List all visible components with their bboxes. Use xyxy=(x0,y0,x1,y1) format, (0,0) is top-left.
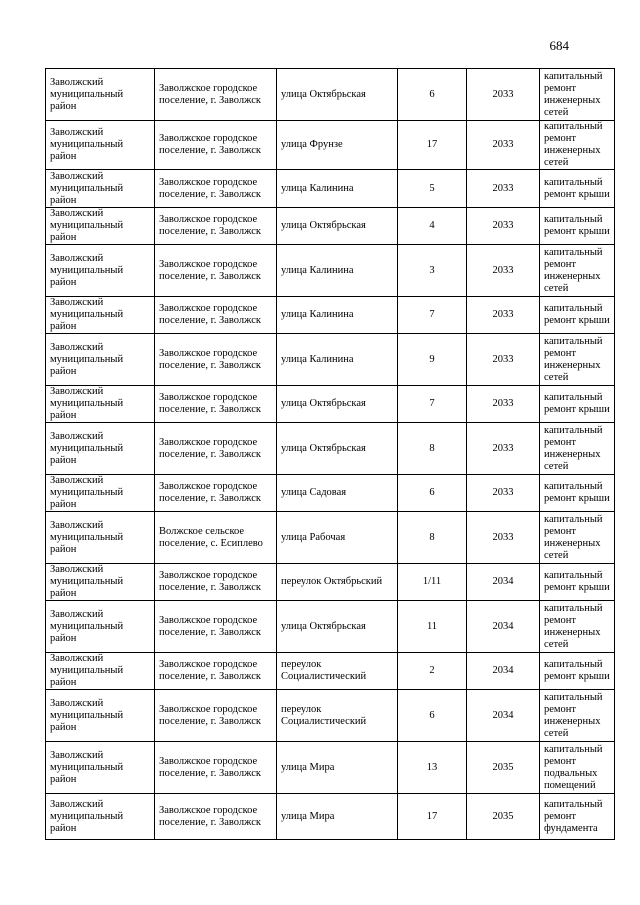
settlement-cell: Заволжское городское поселение, г. Заволжск xyxy=(155,386,277,423)
work-type-cell: капитальный ремонт инженерных сетей xyxy=(540,121,615,170)
house-number-cell: 3 xyxy=(398,245,467,297)
year-cell: 2035 xyxy=(467,742,540,794)
district-cell: Заволжский муниципальный район xyxy=(46,690,155,742)
house-number-cell: 13 xyxy=(398,742,467,794)
house-number-cell: 8 xyxy=(398,512,467,564)
settlement-cell: Волжское сельское поселение, с. Есиплево xyxy=(155,512,277,564)
year-cell: 2033 xyxy=(467,512,540,564)
settlement-cell: Заволжское городское поселение, г. Заволжск xyxy=(155,121,277,170)
table-row xyxy=(46,512,615,564)
settlement-cell: Заволжское городское поселение, г. Заволжск xyxy=(155,69,277,121)
table-row xyxy=(46,245,615,297)
street-cell: улица Октябрьская xyxy=(277,423,398,475)
street-cell: улица Калинина xyxy=(277,297,398,334)
house-number-cell: 2 xyxy=(398,653,467,690)
table-row xyxy=(46,690,615,742)
settlement-cell: Заволжское городское поселение, г. Заволжск xyxy=(155,653,277,690)
year-cell: 2034 xyxy=(467,601,540,653)
house-number-cell: 11 xyxy=(398,601,467,653)
year-cell: 2033 xyxy=(467,386,540,423)
house-number-cell: 1/11 xyxy=(398,564,467,601)
house-number-cell: 6 xyxy=(398,690,467,742)
street-cell: переулок Октябрьский xyxy=(277,564,398,601)
street-cell: улица Октябрьская xyxy=(277,386,398,423)
street-cell: улица Фрунзе xyxy=(277,121,398,170)
table-row xyxy=(46,386,615,423)
year-cell: 2033 xyxy=(467,423,540,475)
year-cell: 2033 xyxy=(467,297,540,334)
house-number-cell: 6 xyxy=(398,475,467,512)
work-type-cell: капитальный ремонт инженерных сетей xyxy=(540,69,615,121)
street-cell: улица Калинина xyxy=(277,245,398,297)
work-type-cell: капитальный ремонт инженерных сетей xyxy=(540,423,615,475)
year-cell: 2034 xyxy=(467,690,540,742)
settlement-cell: Заволжское городское поселение, г. Заволжск xyxy=(155,208,277,245)
work-type-cell: капитальный ремонт инженерных сетей xyxy=(540,334,615,386)
settlement-cell: Заволжское городское поселение, г. Заволжск xyxy=(155,170,277,208)
district-cell: Заволжский муниципальный район xyxy=(46,170,155,208)
house-number-cell: 4 xyxy=(398,208,467,245)
district-cell: Заволжский муниципальный район xyxy=(46,742,155,794)
street-cell: улица Мира xyxy=(277,794,398,840)
year-cell: 2033 xyxy=(467,170,540,208)
district-cell: Заволжский муниципальный район xyxy=(46,794,155,840)
street-cell: улица Октябрьская xyxy=(277,69,398,121)
table-row xyxy=(46,475,615,512)
table-row xyxy=(46,208,615,245)
year-cell: 2033 xyxy=(467,245,540,297)
house-number-cell: 5 xyxy=(398,170,467,208)
year-cell: 2033 xyxy=(467,69,540,121)
street-cell: улица Октябрьская xyxy=(277,601,398,653)
year-cell: 2033 xyxy=(467,208,540,245)
table-row xyxy=(46,170,615,208)
year-cell: 2035 xyxy=(467,794,540,840)
house-number-cell: 9 xyxy=(398,334,467,386)
settlement-cell: Заволжское городское поселение, г. Заволжск xyxy=(155,690,277,742)
work-type-cell: капитальный ремонт крыши xyxy=(540,653,615,690)
house-number-cell: 17 xyxy=(398,121,467,170)
settlement-cell: Заволжское городское поселение, г. Заволжск xyxy=(155,245,277,297)
settlement-cell: Заволжское городское поселение, г. Заволжск xyxy=(155,475,277,512)
table-row xyxy=(46,564,615,601)
work-type-cell: капитальный ремонт инженерных сетей xyxy=(540,690,615,742)
district-cell: Заволжский муниципальный район xyxy=(46,297,155,334)
street-cell: улица Калинина xyxy=(277,170,398,208)
street-cell: переулок Социалистический xyxy=(277,653,398,690)
page-number: 684 xyxy=(549,38,569,53)
settlement-cell: Заволжское городское поселение, г. Заволжск xyxy=(155,742,277,794)
table-row xyxy=(46,742,615,794)
work-type-cell: капитальный ремонт крыши xyxy=(540,564,615,601)
house-number-cell: 7 xyxy=(398,386,467,423)
street-cell: улица Октябрьская xyxy=(277,208,398,245)
year-cell: 2033 xyxy=(467,475,540,512)
house-number-cell: 7 xyxy=(398,297,467,334)
settlement-cell: Заволжское городское поселение, г. Заволжск xyxy=(155,423,277,475)
work-type-cell: капитальный ремонт фундамента xyxy=(540,794,615,840)
work-type-cell: капитальный ремонт крыши xyxy=(540,208,615,245)
district-cell: Заволжский муниципальный район xyxy=(46,601,155,653)
district-cell: Заволжский муниципальный район xyxy=(46,245,155,297)
street-cell: улица Калинина xyxy=(277,334,398,386)
work-type-cell: капитальный ремонт крыши xyxy=(540,297,615,334)
street-cell: улица Садовая xyxy=(277,475,398,512)
work-type-cell: капитальный ремонт инженерных сетей xyxy=(540,245,615,297)
year-cell: 2033 xyxy=(467,334,540,386)
table-row xyxy=(46,121,615,170)
settlement-cell: Заволжское городское поселение, г. Заволжск xyxy=(155,334,277,386)
table-row xyxy=(46,69,615,121)
district-cell: Заволжский муниципальный район xyxy=(46,475,155,512)
house-number-cell: 17 xyxy=(398,794,467,840)
district-cell: Заволжский муниципальный район xyxy=(46,564,155,601)
table-row xyxy=(46,334,615,386)
house-number-cell: 8 xyxy=(398,423,467,475)
table-row xyxy=(46,794,615,840)
district-cell: Заволжский муниципальный район xyxy=(46,386,155,423)
work-type-cell: капитальный ремонт подвальных помещений xyxy=(540,742,615,794)
settlement-cell: Заволжское городское поселение, г. Заволжск xyxy=(155,297,277,334)
table-row xyxy=(46,653,615,690)
district-cell: Заволжский муниципальный район xyxy=(46,512,155,564)
district-cell: Заволжский муниципальный район xyxy=(46,334,155,386)
work-type-cell: капитальный ремонт крыши xyxy=(540,475,615,512)
table-row xyxy=(46,297,615,334)
work-type-cell: капитальный ремонт крыши xyxy=(540,386,615,423)
repair-schedule-table xyxy=(45,68,615,840)
table-row xyxy=(46,601,615,653)
table-body xyxy=(46,69,615,840)
year-cell: 2033 xyxy=(467,121,540,170)
work-type-cell: капитальный ремонт крыши xyxy=(540,170,615,208)
street-cell: улица Рабочая xyxy=(277,512,398,564)
work-type-cell: капитальный ремонт инженерных сетей xyxy=(540,512,615,564)
settlement-cell: Заволжское городское поселение, г. Заволжск xyxy=(155,601,277,653)
district-cell: Заволжский муниципальный район xyxy=(46,423,155,475)
settlement-cell: Заволжское городское поселение, г. Заволжск xyxy=(155,794,277,840)
work-type-cell: капитальный ремонт инженерных сетей xyxy=(540,601,615,653)
settlement-cell: Заволжское городское поселение, г. Заволжск xyxy=(155,564,277,601)
house-number-cell: 6 xyxy=(398,69,467,121)
table-row xyxy=(46,423,615,475)
year-cell: 2034 xyxy=(467,564,540,601)
street-cell: улица Мира xyxy=(277,742,398,794)
district-cell: Заволжский муниципальный район xyxy=(46,208,155,245)
district-cell: Заволжский муниципальный район xyxy=(46,121,155,170)
street-cell: переулок Социалистический xyxy=(277,690,398,742)
district-cell: Заволжский муниципальный район xyxy=(46,653,155,690)
year-cell: 2034 xyxy=(467,653,540,690)
district-cell: Заволжский муниципальный район xyxy=(46,69,155,121)
